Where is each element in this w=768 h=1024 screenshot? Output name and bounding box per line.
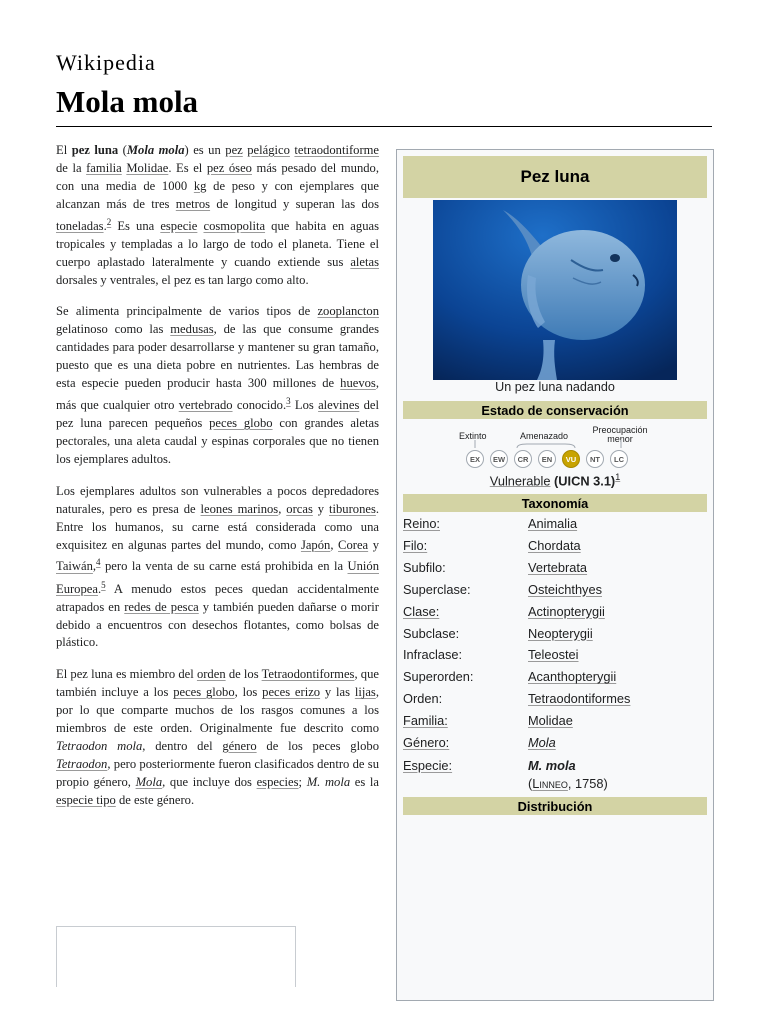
taxonomy-value[interactable]: Teleostei	[528, 647, 579, 663]
status-sup[interactable]: 1	[615, 472, 621, 482]
text-run: , que incluye dos	[162, 774, 257, 789]
wiki-link[interactable]: orcas	[286, 501, 313, 516]
taxonomy-value[interactable]: Actinopterygii	[528, 603, 605, 619]
text-run: .	[97, 581, 102, 596]
wiki-link[interactable]: aletas	[350, 254, 379, 269]
text-run: pez luna	[71, 143, 119, 157]
wiki-link[interactable]: especie	[160, 218, 198, 233]
taxonomy-value[interactable]: Tetraodontiformes	[528, 691, 631, 707]
taxonomy-value[interactable]: Osteichthyes	[528, 581, 602, 597]
thumbnail-frame	[56, 926, 296, 987]
wiki-link[interactable]: tetraodontiforme	[294, 143, 380, 157]
taxonomy-value[interactable]: Molidae	[528, 713, 573, 729]
wiki-link[interactable]: peces globo	[209, 416, 273, 431]
text-run: y	[368, 537, 379, 552]
cons-ew-dot: EW	[490, 450, 508, 468]
wiki-link[interactable]: redes de pesca	[124, 599, 199, 614]
taxonomy-row	[403, 538, 707, 558]
article-body	[56, 142, 379, 824]
taxonomy-value[interactable]: Mola	[528, 735, 556, 750]
taxonomy-row	[403, 560, 707, 580]
text-run: de la	[56, 160, 87, 175]
wiki-link[interactable]: Corea	[338, 537, 369, 552]
paragraph	[56, 483, 379, 653]
taxonomy-rank[interactable]: Reino:	[403, 516, 440, 531]
taxonomy-value[interactable]: Vertebrata	[528, 559, 588, 575]
wiki-link[interactable]: alevines	[318, 398, 360, 413]
wiki-link[interactable]: medusas	[170, 322, 214, 337]
text-run: Tetraodon mola	[56, 738, 143, 753]
species-year: , 1758)	[567, 776, 608, 791]
conservation-status	[403, 472, 707, 488]
page-title: Mola mola	[56, 84, 199, 119]
taxonomy-rank: Superclase:	[403, 581, 471, 597]
paragraph	[56, 142, 379, 289]
text-run: y las	[320, 685, 355, 700]
infobox	[396, 149, 714, 1001]
wiki-link[interactable]: especie tipo	[56, 792, 116, 807]
text-run: El	[56, 143, 72, 157]
wikipedia-wordmark: Wikipedia	[56, 50, 156, 75]
wiki-link[interactable]: familia	[86, 160, 122, 175]
wiki-link[interactable]: peces erizo	[262, 685, 321, 700]
wiki-link[interactable]: tiburones	[329, 501, 376, 516]
text-run: Los ejemplares adultos son vulnerables a pocos depredadores naturales, pero es presa de	[56, 483, 379, 516]
wiki-link[interactable]: zooplancton	[317, 304, 379, 319]
wiki-link[interactable]: Japón	[300, 537, 331, 552]
wiki-link[interactable]: Mola	[135, 774, 163, 789]
text-run: de peso y con ejemplares que alcanzan más de tres	[56, 178, 379, 211]
cons-label-least: Preocupación menor	[592, 425, 648, 444]
sunfish-image[interactable]	[433, 200, 677, 380]
text-run: , pero posteriormente fueron clasificados dentro de su propio género,	[56, 756, 379, 789]
taxonomy-value[interactable]: Chordata	[528, 537, 581, 553]
text-run: conocido.	[232, 398, 287, 413]
text-run: con grandes aletas pectorales, una aleta caudal y espinas corporales que no tienen los ejemplares adultos.	[56, 416, 379, 466]
taxonomy-rank: Infraclase:	[403, 647, 463, 663]
text-run: Se alimenta principalmente de varios tipos de	[56, 304, 318, 319]
infobox-title: Pez luna	[403, 156, 707, 198]
title-rule	[56, 126, 712, 127]
text-run: de los	[225, 667, 262, 682]
image-caption: Un pez luna nadando	[495, 380, 615, 394]
text-run: de los peces globo	[256, 738, 379, 753]
distribution-header: Distribución	[403, 797, 707, 815]
taxonomy-rank[interactable]: Familia:	[403, 713, 448, 729]
text-run: ) es un	[184, 143, 226, 157]
cons-vu-dot: VU	[562, 450, 580, 468]
text-run: que habita en aguas tropicales y templadas a lo largo de todo el planeta. Tiene el cuerpo aplastado lateralmente y cuando extiende sus	[56, 218, 379, 269]
text-run: , por lo que comparte muchos de los rasgos comunes a los miembros de este orden. Originalmente fue descrito como	[56, 685, 379, 736]
taxonomy-row	[403, 516, 707, 536]
wiki-link[interactable]: Molidae	[126, 160, 169, 175]
taxonomy-header: Taxonomía	[403, 494, 707, 512]
wiki-link[interactable]: Tetraodontiformes	[261, 667, 355, 682]
taxonomy-value[interactable]: Neopterygii	[528, 625, 593, 641]
wiki-link[interactable]: vertebrado	[178, 398, 233, 413]
cons-cr-dot: CR	[514, 450, 532, 468]
wiki-link[interactable]: peces globo	[173, 685, 235, 700]
species-name: M. mola	[528, 758, 576, 773]
reference-link[interactable]: 4	[96, 557, 101, 568]
wiki-link[interactable]: género	[222, 738, 257, 753]
reference-link[interactable]: 5	[101, 579, 106, 590]
taxonomy-row	[403, 691, 707, 711]
text-run: , de las que consume grandes cantidades para poder desarrollarse y mantener su gran tamaño, puesto que es una dieta pobre en nutrientes. Las hembras de esta especie pueden producir hasta 300 millones de	[56, 322, 379, 391]
text-run: más pesado del mundo, con una media de 1000	[56, 160, 379, 193]
text-run: (	[118, 143, 127, 157]
text-run: de longitud y superan las dos	[210, 196, 379, 211]
taxonomy-rank: Superorden:	[403, 669, 474, 685]
taxonomy-rank[interactable]: Género:	[403, 735, 450, 750]
taxonomy-rank[interactable]: Especie:	[403, 758, 453, 773]
wiki-link[interactable]: cosmopolita	[203, 218, 266, 233]
wiki-link[interactable]: toneladas	[56, 218, 104, 233]
text-run: ,	[278, 501, 287, 516]
wiki-link[interactable]: pez	[225, 143, 243, 157]
taxonomy-row	[403, 647, 707, 667]
wiki-link[interactable]: Tetraodon	[56, 756, 108, 771]
wiki-link[interactable]: orden	[196, 667, 226, 682]
status-link[interactable]: Vulnerable	[489, 473, 551, 489]
wiki-link[interactable]: pelágico	[247, 143, 290, 157]
wiki-link[interactable]: pez óseo	[206, 160, 252, 175]
text-run: Mola mola	[126, 143, 185, 157]
taxonomy-row-especie	[403, 758, 707, 778]
cons-lc-dot: LC	[610, 450, 628, 468]
paragraph	[56, 666, 379, 809]
taxonomy-rank[interactable]: Filo:	[403, 537, 428, 553]
text-run: ,	[92, 559, 97, 574]
text-run: del pez luna parecen pequeños	[56, 398, 380, 431]
text-run: , dentro del	[142, 738, 223, 753]
text-run: , más que cualquier otro	[56, 376, 379, 413]
text-run: , que también incluye a los	[56, 667, 379, 700]
taxonomy-row	[403, 604, 707, 624]
text-run: ,	[330, 537, 339, 552]
cons-nt-dot: NT	[586, 450, 604, 468]
cons-label-extinct: Extinto	[459, 431, 487, 441]
wiki-link[interactable]: metros	[175, 196, 211, 211]
status-ref: (UICN 3.1)	[554, 473, 616, 489]
text-run: y también pueden dañarse o morir debido a encuentros con desechos flotantes, como bolsas de plástico.	[56, 599, 379, 650]
text-run: , los	[234, 685, 263, 700]
wiki-link[interactable]: huevos	[340, 376, 376, 391]
taxonomy-row	[403, 626, 707, 646]
text-run: ;	[298, 774, 307, 789]
paragraph	[56, 303, 379, 468]
reference-link[interactable]: 3	[286, 395, 291, 406]
taxonomy-row	[403, 713, 707, 733]
wiki-link[interactable]: Taiwán	[56, 559, 93, 574]
text-run: y	[312, 501, 329, 516]
taxonomy-rank: Orden:	[403, 691, 443, 707]
taxonomy-rank: Subclase:	[403, 625, 460, 641]
conservation-header: Estado de conservación	[403, 401, 707, 419]
wiki-link[interactable]: kg	[193, 178, 207, 193]
wiki-link[interactable]: leones marinos	[200, 501, 279, 516]
taxonomy-row	[403, 669, 707, 689]
wiki-link[interactable]: lijas	[354, 685, 376, 700]
text-run: El pez luna es miembro del	[56, 667, 197, 682]
wiki-link[interactable]: especies	[256, 774, 299, 789]
text-run: Es una	[111, 218, 161, 233]
wiki-link[interactable]: Unión Europea	[56, 559, 379, 596]
text-run: Los	[290, 398, 319, 413]
taxonomy-rank[interactable]: Clase:	[403, 603, 440, 619]
species-authority: (Linneo, 1758)	[528, 776, 608, 791]
text-run: . Es el	[168, 160, 207, 175]
text-run: A menudo estos peces quedan accidentalmente atrapados en	[56, 581, 379, 614]
text-run: dorsales y ventrales, el pez es tan largo como alto.	[56, 272, 309, 287]
text-run: es la	[350, 774, 379, 789]
text-run: pero la venta de su carne está prohibida en la	[100, 559, 348, 574]
taxonomy-value[interactable]: Animalia	[528, 516, 578, 531]
taxonomy-value[interactable]: Acanthopterygii	[528, 669, 617, 685]
species-author[interactable]: Linneo	[532, 776, 568, 791]
text-run: gelatinoso como las	[56, 322, 171, 337]
reference-link[interactable]: 2	[106, 216, 112, 227]
text-run: . Entre los humanos, su carne está considerada como una exquisitez en algunas partes del mundo, como	[56, 501, 380, 552]
taxonomy-row	[403, 582, 707, 602]
taxonomy-row	[403, 735, 707, 755]
taxonomy-rank: Subfilo:	[403, 559, 446, 575]
cons-ex-dot: EX	[466, 450, 484, 468]
text-run: .	[103, 218, 107, 233]
cons-en-dot: EN	[538, 450, 556, 468]
text-run: M. mola	[306, 774, 351, 789]
cons-label-threatened: Amenazado	[520, 431, 569, 441]
text-run: de este género.	[115, 792, 195, 807]
